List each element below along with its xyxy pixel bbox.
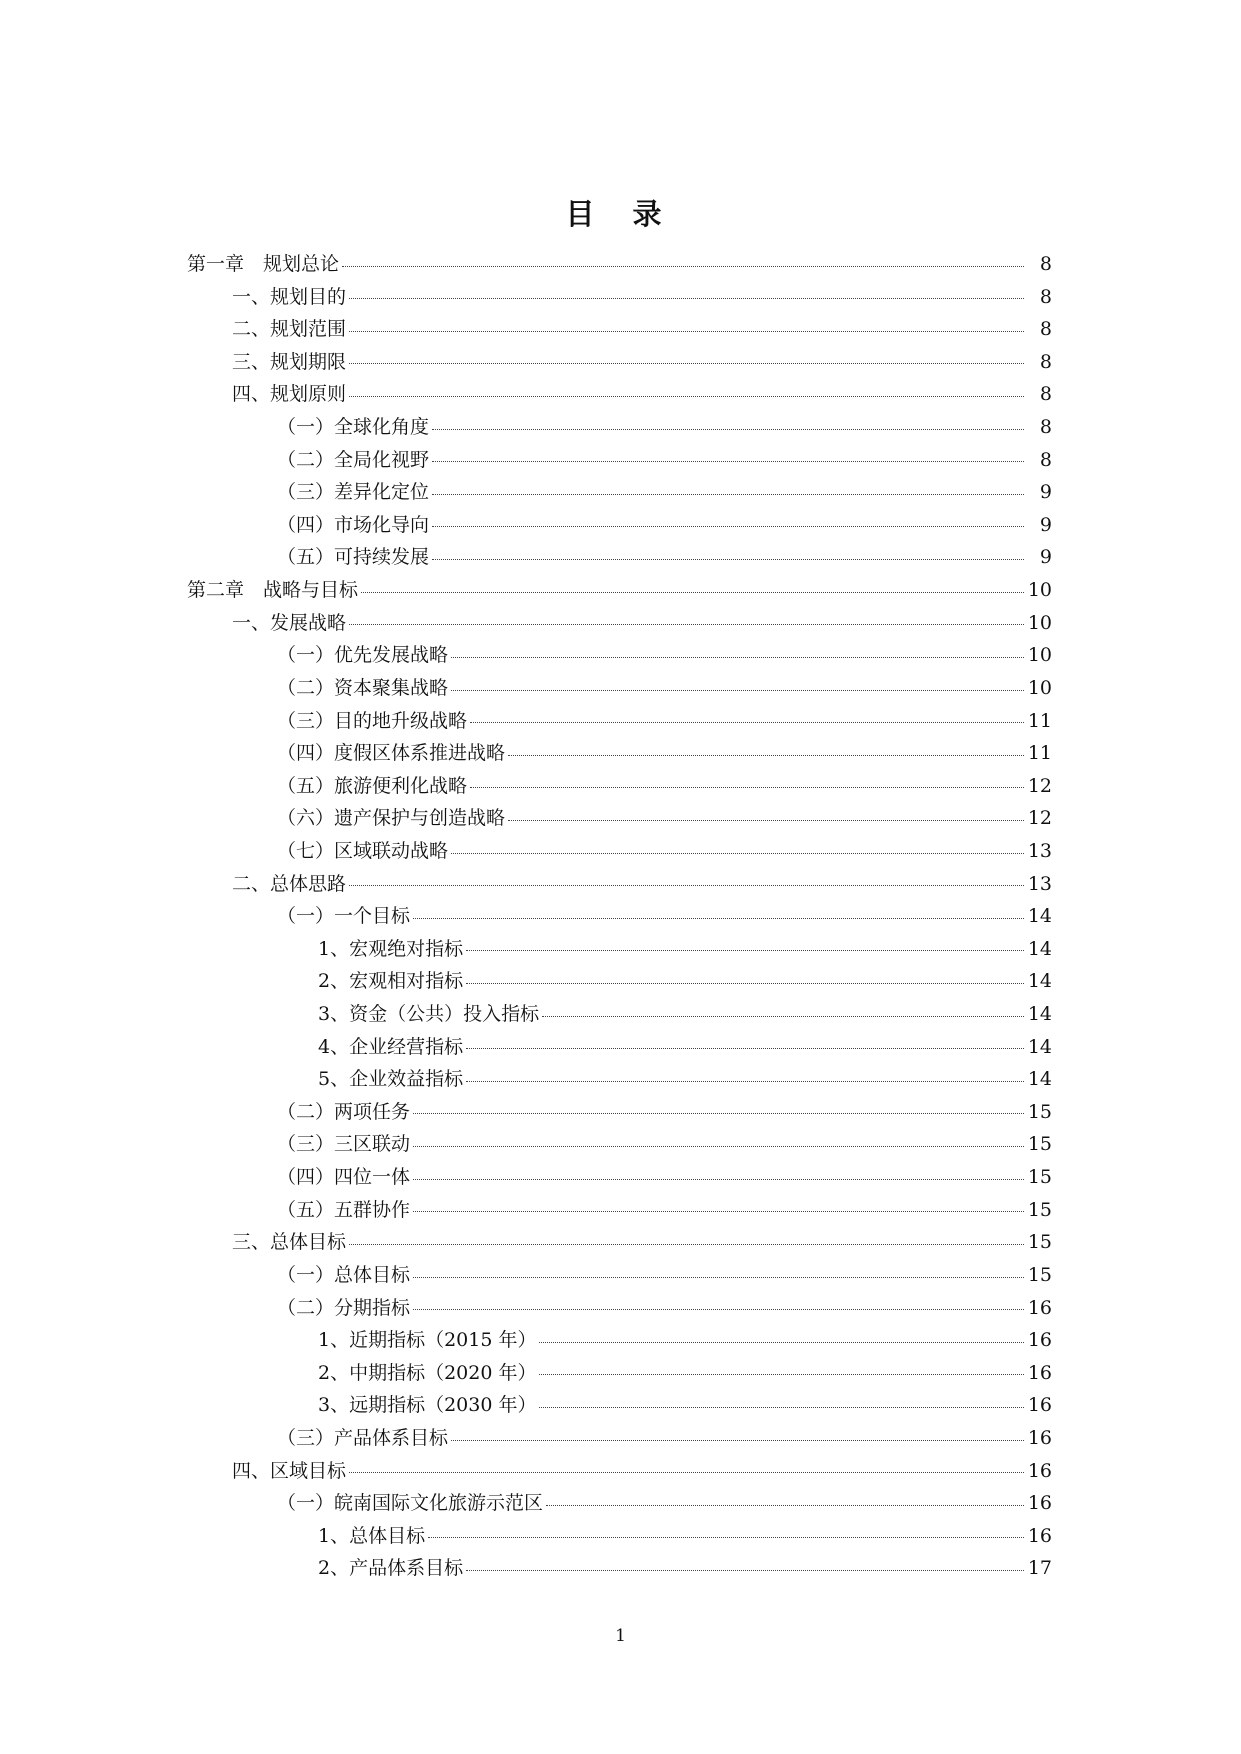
dot-leader [413,1179,1024,1180]
dot-leader [539,1342,1024,1343]
toc-entry-page: 9 [1039,481,1052,504]
toc-entry[interactable] [0,1194,1052,1227]
toc-entry[interactable] [0,1552,1052,1585]
dot-leader [413,1113,1024,1114]
toc-entry-page: 8 [1039,318,1052,341]
toc-entry-page: 12 [1027,774,1052,797]
toc-entry[interactable] [0,1226,1052,1259]
toc-entry[interactable] [0,933,1052,966]
toc-entry-page: 8 [1039,253,1052,275]
toc-entry[interactable] [0,998,1052,1031]
toc-entry-label: （三）产品体系目标 [277,1426,449,1449]
toc-entry-label: （一）全球化角度 [277,416,430,439]
toc-entry[interactable] [0,574,1052,607]
toc-entry-page: 10 [1027,676,1052,699]
toc-entry[interactable] [0,1357,1052,1390]
dot-leader [413,918,1024,919]
toc-entry-page: 9 [1039,546,1052,569]
toc-entry-page: 8 [1039,285,1052,308]
toc-entry[interactable] [0,1422,1052,1455]
dot-leader [539,1407,1024,1408]
toc-entry-label: 3、远期指标（2030 年） [318,1394,537,1417]
dot-leader [470,787,1024,788]
toc-entry[interactable] [0,1455,1052,1488]
toc-entry-page: 10 [1027,611,1052,634]
toc-entry-label: 四、区域目标 [232,1459,347,1482]
dot-leader [546,1505,1024,1506]
toc-entry-label: 二、规划范围 [232,318,347,341]
toc-entry[interactable] [0,1259,1052,1292]
toc-entry[interactable] [0,509,1052,542]
toc-entry[interactable] [0,1096,1052,1129]
toc-entry-label: （三）目的地升级战略 [277,709,468,732]
toc-entry-label: 第一章 规划总论 [187,253,340,275]
dot-leader [470,722,1024,723]
toc-entry-page: 9 [1039,513,1052,536]
toc-entry-page: 11 [1027,709,1052,732]
toc-entry-page: 16 [1027,1361,1052,1384]
toc-entry-label: （二）资本聚集战略 [277,676,449,699]
toc-entry-label: （四）市场化导向 [277,513,430,536]
toc-entry[interactable] [0,1031,1052,1064]
toc-entry-label: 1、总体目标 [318,1524,426,1547]
page-number: 1 [615,1626,626,1646]
toc-entry[interactable] [0,737,1052,770]
toc-entry[interactable] [0,1161,1052,1194]
toc-entry-label: 4、企业经营指标 [318,1035,464,1058]
toc-entry[interactable] [0,607,1052,640]
dot-leader [413,1146,1024,1147]
dot-leader [508,820,1024,821]
toc-entry-page: 17 [1027,1557,1052,1580]
dot-leader [466,983,1024,984]
toc-entry-page: 16 [1027,1296,1052,1319]
toc-entry-label: 三、总体目标 [232,1231,347,1254]
toc-entry-page: 15 [1027,1263,1052,1286]
toc-entry[interactable] [0,248,1052,281]
toc-entry-label: （三）差异化定位 [277,481,430,504]
toc-entry[interactable] [0,281,1052,314]
toc-entry-label: 3、资金（公共）投入指标 [318,1003,540,1026]
toc-entry-label: 一、发展战略 [232,611,347,634]
toc-entry-page: 8 [1039,383,1052,406]
toc-entry-label: （一）一个目标 [277,905,411,928]
dot-leader [466,1048,1024,1049]
dot-leader [349,298,1024,299]
toc-entry-label: （四）四位一体 [277,1166,411,1189]
toc-entry-page: 16 [1027,1329,1052,1352]
toc-entry-page: 10 [1027,579,1052,602]
dot-leader [432,429,1024,430]
dot-leader [451,690,1024,691]
dot-leader [432,559,1024,560]
toc-entry-page: 16 [1027,1492,1052,1515]
toc-entry[interactable] [0,411,1052,444]
toc-entry[interactable] [0,1389,1052,1422]
toc-entry-page: 14 [1027,1035,1052,1058]
toc-entry-page: 13 [1027,839,1052,862]
table-of-contents [0,248,1241,1585]
dot-leader [466,950,1024,951]
toc-entry-label: 三、规划期限 [232,350,347,373]
toc-entry[interactable] [0,802,1052,835]
toc-entry-label: 第二章 战略与目标 [187,579,359,602]
toc-entry-page: 16 [1027,1394,1052,1417]
toc-entry-page: 15 [1027,1198,1052,1221]
toc-entry-label: （七）区域联动战略 [277,839,449,862]
dot-leader [349,396,1024,397]
toc-entry[interactable] [0,476,1052,509]
toc-entry[interactable] [0,672,1052,705]
dot-leader [349,885,1024,886]
toc-entry-page: 11 [1027,742,1052,765]
dot-leader [428,1537,1024,1538]
dot-leader [539,1374,1024,1375]
toc-entry[interactable] [0,1063,1052,1096]
dot-leader [542,1016,1024,1017]
toc-entry-page: 15 [1027,1100,1052,1123]
toc-entry-page: 16 [1027,1426,1052,1449]
dot-leader [342,266,1024,267]
page-title: 目 录 [565,197,676,231]
toc-entry-label: 四、规划原则 [232,383,347,406]
toc-entry-page: 14 [1027,970,1052,993]
dot-leader [432,461,1024,462]
toc-entry-label: （四）度假区体系推进战略 [277,742,506,765]
toc-entry-label: （三）三区联动 [277,1133,411,1156]
toc-entry[interactable] [0,835,1052,868]
toc-entry-label: 5、企业效益指标 [318,1068,464,1091]
toc-entry-page: 16 [1027,1524,1052,1547]
dot-leader [413,1277,1024,1278]
toc-entry-page: 14 [1027,937,1052,960]
toc-entry-page: 8 [1039,350,1052,373]
toc-entry-page: 14 [1027,1003,1052,1026]
dot-leader [349,363,1024,364]
toc-entry-page: 15 [1027,1231,1052,1254]
dot-leader [349,331,1024,332]
dot-leader [413,1309,1024,1310]
toc-entry-page: 8 [1039,448,1052,471]
dot-leader [349,1244,1024,1245]
toc-entry[interactable] [0,965,1052,998]
toc-entry-page: 14 [1027,905,1052,928]
dot-leader [349,1472,1024,1473]
dot-leader [413,1211,1024,1212]
toc-entry-page: 14 [1027,1068,1052,1091]
dot-leader [466,1570,1024,1571]
toc-entry[interactable] [0,541,1052,574]
toc-entry-page: 8 [1039,416,1052,439]
toc-entry-page: 15 [1027,1133,1052,1156]
dot-leader [508,755,1024,756]
toc-entry-label: （五）可持续发展 [277,546,430,569]
toc-entry[interactable] [0,1128,1052,1161]
toc-entry-label: 2、宏观相对指标 [318,970,464,993]
toc-entry-label: （六）遗产保护与创造战略 [277,807,506,830]
toc-entry-label: （一）总体目标 [277,1263,411,1286]
dot-leader [432,526,1024,527]
toc-entry-label: 2、中期指标（2020 年） [318,1361,537,1384]
toc-entry-page: 10 [1027,644,1052,667]
toc-entry[interactable] [0,1324,1052,1357]
toc-entry[interactable] [0,639,1052,672]
toc-entry-label: 2、产品体系目标 [318,1557,464,1580]
toc-entry-label: （二）两项任务 [277,1100,411,1123]
toc-entry-label: 一、规划目的 [232,285,347,308]
toc-entry[interactable] [0,868,1052,901]
toc-entry-label: 二、总体思路 [232,872,347,895]
dot-leader [451,657,1024,658]
toc-entry[interactable] [0,770,1052,803]
toc-entry[interactable] [0,1520,1052,1553]
dot-leader [349,624,1024,625]
toc-entry-page: 15 [1027,1166,1052,1189]
toc-entry[interactable] [0,1292,1052,1325]
toc-entry-label: （五）旅游便利化战略 [277,774,468,797]
toc-entry[interactable] [0,705,1052,738]
dot-leader [432,494,1024,495]
toc-entry[interactable] [0,378,1052,411]
dot-leader [451,853,1024,854]
toc-entry-label: （一）皖南国际文化旅游示范区 [277,1492,544,1515]
toc-entry-label: （二）全局化视野 [277,448,430,471]
toc-entry[interactable] [0,444,1052,477]
dot-leader [466,1081,1024,1082]
toc-entry[interactable] [0,313,1052,346]
toc-entry-label: 1、近期指标（2015 年） [318,1329,537,1352]
toc-entry[interactable] [0,900,1052,933]
toc-entry-label: （五）五群协作 [277,1198,411,1221]
toc-entry[interactable] [0,346,1052,379]
toc-entry-page: 13 [1027,872,1052,895]
toc-entry-page: 12 [1027,807,1052,830]
toc-entry-page: 16 [1027,1459,1052,1482]
toc-entry[interactable] [0,1487,1052,1520]
dot-leader [451,1440,1024,1441]
toc-entry-label: （二）分期指标 [277,1296,411,1319]
toc-entry-label: 1、宏观绝对指标 [318,937,464,960]
dot-leader [361,592,1024,593]
toc-entry-label: （一）优先发展战略 [277,644,449,667]
